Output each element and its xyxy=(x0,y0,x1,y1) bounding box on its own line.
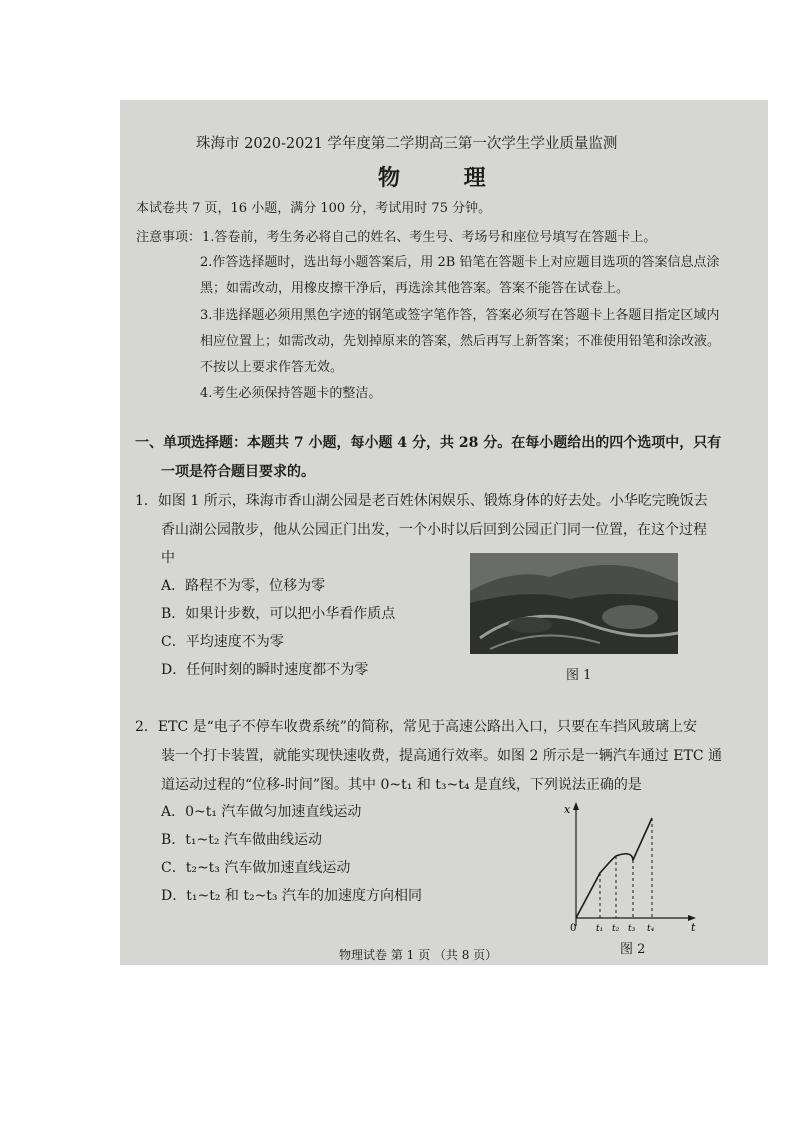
tick-label-t2: t₂ xyxy=(612,924,620,934)
question-stem: 中 xyxy=(161,550,175,566)
note-item: 黑；如需改动，用橡皮擦干净后，再选涂其他答案。答案不能答在试卷上。 xyxy=(200,281,630,296)
tick-label-t4: t₄ xyxy=(647,924,655,934)
displacement-time-graph xyxy=(560,800,700,940)
y-axis-label: x xyxy=(564,803,571,816)
option-d: D．任何时刻的瞬时速度都不为零 xyxy=(161,662,369,678)
note-item: 2.作答选择题时，选出每小题答案后，用 2B 铅笔在答题卡上对应题目选项的答案信息点涂 xyxy=(200,255,720,270)
option-d: D．t₁~t₂ 和 t₂~t₃ 汽车的加速度方向相同 xyxy=(161,888,422,904)
position-curve xyxy=(576,818,652,918)
tick-label-t1: t₁ xyxy=(596,924,604,934)
option-a: A．0~t₁ 汽车做匀加速直线运动 xyxy=(161,804,362,820)
page-footer: 物理试卷 第 1 页 （共 8 页） xyxy=(339,948,498,962)
exam-title: 珠海市 2020-2021 学年度第二学期高三第一次学生学业质量监测 xyxy=(196,136,618,152)
figure-1-label: 图 1 xyxy=(566,668,592,683)
question-stem: 香山湖公园散步，他从公园正门出发，一个小时以后回到公园正门同一位置，在这个过程 xyxy=(161,522,707,538)
section-heading-cont: 一项是符合题目要求的。 xyxy=(161,464,315,480)
subject-title: 物 理 xyxy=(378,165,514,191)
note-item: 1.答卷前，考生务必将自己的姓名、考生号、考场号和座位号填写在答题卡上。 xyxy=(202,230,657,245)
exam-intro: 本试卷共 7 页，16 小题，满分 100 分，考试用时 75 分钟。 xyxy=(136,201,492,216)
notes-label: 注意事项： xyxy=(136,230,202,245)
x-axis-label: t xyxy=(691,921,696,934)
question-stem: 道运动过程的“位移-时间”图。其中 0~t₁ 和 t₃~t₄ 是直线，下列说法正确的是 xyxy=(161,777,642,793)
question-stem: 装一个打卡装置，就能实现快速收费，提高通行效率。如图 2 所示是一辆汽车通过 ETC 通 xyxy=(161,748,722,764)
note-item: 4.考生必须保持答题卡的整洁。 xyxy=(200,386,382,401)
option-c: C．平均速度不为零 xyxy=(161,634,284,650)
option-b: B．如果计步数，可以把小华看作质点 xyxy=(161,606,396,622)
exam-page xyxy=(120,100,768,965)
park-photo xyxy=(470,553,678,654)
tick-label-t3: t₃ xyxy=(628,924,636,934)
question-stem: 2．ETC 是“电子不停车收费系统”的简称，常见于高速公路出入口，只要在车挡风玻璃上安 xyxy=(135,719,697,735)
note-item: 3.非选择题必须用黑色字迹的钢笔或签字笔作答，答案必须写在答题卡上各题目指定区域内 xyxy=(200,308,720,323)
figure-2-label: 图 2 xyxy=(620,942,646,957)
origin-label: 0 xyxy=(570,923,577,934)
note-item: 相应位置上；如需改动，先划掉原来的答案，然后再写上新答案；不准使用铅笔和涂改液。 xyxy=(200,334,721,349)
option-b: B．t₁~t₂ 汽车做曲线运动 xyxy=(161,832,322,848)
y-axis-arrow xyxy=(573,802,579,810)
option-c: C．t₂~t₃ 汽车做加速直线运动 xyxy=(161,860,351,876)
question-stem: 1．如图 1 所示，珠海市香山湖公园是老百姓休闲娱乐、锻炼身体的好去处。小华吃完晚饭去 xyxy=(135,493,708,509)
section-heading: 一、单项选择题：本题共 7 小题，每小题 4 分，共 28 分。在每小题给出的四个选项中，只有 xyxy=(135,435,722,451)
note-item: 不按以上要求作答无效。 xyxy=(200,360,344,375)
option-a: A．路程不为零，位移为零 xyxy=(161,578,326,594)
